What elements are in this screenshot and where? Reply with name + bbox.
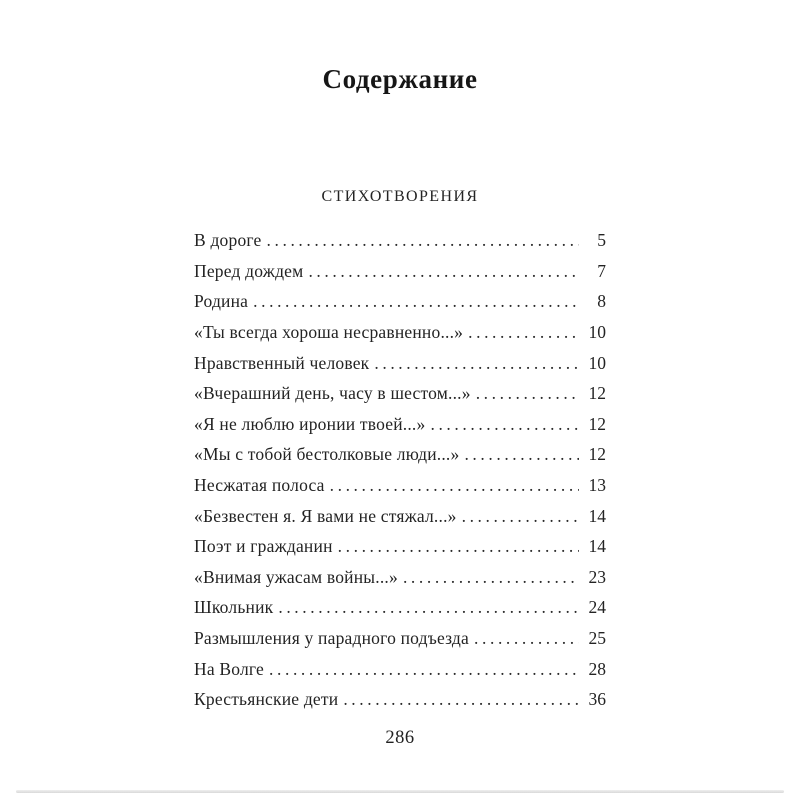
- toc-entry-page: 24: [588, 597, 606, 618]
- folio-page-number: 286: [385, 727, 415, 748]
- dot-leader: [403, 562, 579, 593]
- dot-leader: [278, 592, 579, 623]
- toc-entry: [194, 562, 606, 593]
- dot-leader: [476, 378, 579, 409]
- toc-entry-title: На Волге: [194, 658, 265, 679]
- dot-leader: [267, 225, 579, 256]
- toc-entry-title: Крестьянские дети: [194, 689, 339, 710]
- dot-leader: [474, 623, 579, 654]
- toc-entry-page: 5: [597, 230, 606, 251]
- toc-entry-title: «Безвестен я. Я вами не стяжал...»: [194, 505, 457, 526]
- toc-entry-title: Поэт и гражданин: [194, 536, 333, 557]
- toc-entry-page: 23: [588, 566, 606, 587]
- toc-entry-page: 25: [588, 627, 606, 648]
- toc-entry-title: «Мы с тобой бестолковые люди...»: [194, 444, 460, 465]
- toc-entry: [194, 225, 606, 256]
- toc-entry-page: 28: [588, 658, 606, 679]
- dot-leader: [338, 531, 579, 562]
- dot-leader: [343, 684, 579, 715]
- dot-leader: [269, 654, 579, 685]
- dot-leader: [430, 409, 579, 440]
- toc-entry: [194, 684, 606, 715]
- toc-entry-page: 14: [588, 536, 606, 557]
- toc-entry-page: 12: [588, 383, 606, 404]
- toc-entry-page: 10: [588, 352, 606, 373]
- toc-entry-title: «Я не люблю иронии твоей...»: [194, 413, 426, 434]
- toc-entry-title: Родина: [194, 291, 249, 312]
- page-bottom-edge: [16, 790, 784, 793]
- toc-entry: [194, 439, 606, 470]
- toc-entry-title: «Внимая ужасам войны...»: [194, 566, 398, 587]
- toc-entry-title: Перед дождем: [194, 260, 304, 281]
- dot-leader: [462, 501, 579, 532]
- toc-entry: [194, 256, 606, 287]
- toc-entry-page: 36: [588, 689, 606, 710]
- toc-entry: [194, 623, 606, 654]
- toc-entry-page: 12: [588, 413, 606, 434]
- toc-entry-title: «Ты всегда хороша несравненно...»: [194, 322, 464, 343]
- toc-entry-page: 12: [588, 444, 606, 465]
- toc-entry-title: Размышления у парадного подъезда: [194, 627, 470, 648]
- dot-leader: [468, 317, 579, 348]
- toc-entry: [194, 592, 606, 623]
- toc-entry-title: Несжатая полоса: [194, 474, 325, 495]
- toc-entry-page: 13: [588, 474, 606, 495]
- toc-entry: [194, 470, 606, 501]
- page-title: Содержание: [322, 64, 478, 94]
- toc-entry-title: «Вчерашний день, часу в шестом...»: [194, 383, 471, 404]
- toc-entry-title: В дороге: [194, 230, 262, 251]
- toc-entry-title: Школьник: [194, 597, 274, 618]
- toc-entry: [194, 531, 606, 562]
- dot-leader: [253, 286, 579, 317]
- toc-entry-page: 14: [588, 505, 606, 526]
- dot-leader: [308, 256, 579, 287]
- toc-entry: [194, 317, 606, 348]
- toc-entry-page: 10: [588, 322, 606, 343]
- toc-entry-page: 7: [597, 260, 606, 281]
- dot-leader: [374, 348, 579, 379]
- section-heading: СТИХОТВОРЕНИЯ: [321, 188, 479, 206]
- dot-leader: [464, 439, 579, 470]
- toc-entry: [194, 348, 606, 379]
- toc-entry-page: 8: [597, 291, 606, 312]
- dot-leader: [330, 470, 579, 501]
- book-page: [194, 0, 606, 749]
- toc-entry: [194, 286, 606, 317]
- table-of-contents: [194, 225, 606, 715]
- toc-entry: [194, 654, 606, 685]
- toc-entry: [194, 409, 606, 440]
- toc-entry: [194, 378, 606, 409]
- toc-entry-title: Нравственный человек: [194, 352, 370, 373]
- toc-entry: [194, 501, 606, 532]
